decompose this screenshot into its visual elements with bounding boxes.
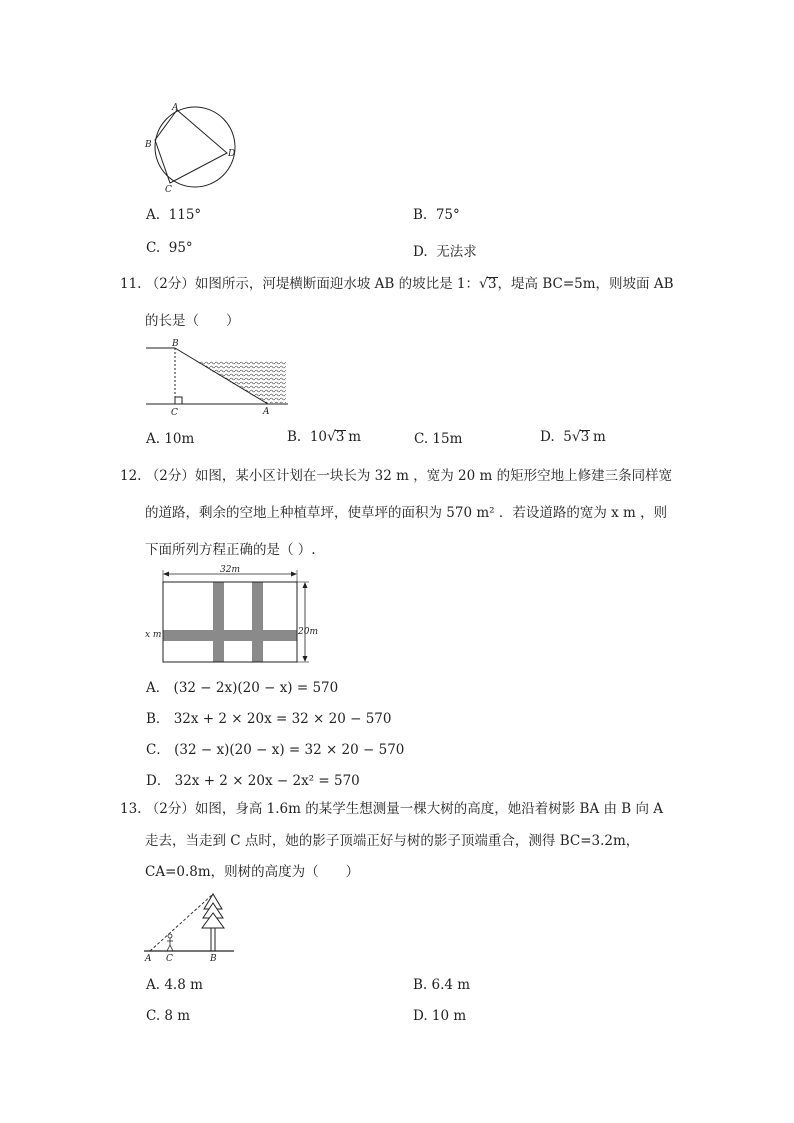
q12-field [163,582,297,662]
q13-option-d: D. 10 m [413,1008,467,1024]
q11-right-angle [175,397,182,404]
q12-stem-line3: 下面所列方程正确的是（ ）. [145,542,316,558]
q12-label-road: x m [145,630,162,640]
q11-option-d: D. 5√3 m [540,429,606,445]
q11-label-b: B [172,339,179,349]
q10-option-d: D. 无法求 [413,244,477,260]
q13-option-a: A. 4.8 m [146,977,203,993]
q13-stem-line1: 13. （2分）如图，身高 1.6m 的某学生想测量一棵大树的高度，她沿着树影 BA 由 B 向 A [120,801,664,817]
q13-stem-line3: CA=0.8m，则树的高度为（ ） [145,864,360,880]
q11-option-c: C. 15m [414,431,463,447]
q12-road-horizontal [163,630,297,641]
q10-label-a: A [172,103,179,113]
q12-road-vertical-2 [252,582,263,662]
q12-option-c: C． (32 − x)(20 − x) = 32 × 20 − 570 [146,742,405,758]
q10-label-d: D [228,149,236,159]
q10-option-b: B. 75° [413,207,460,223]
q11-stem-line2: 的长是（ ） [145,313,240,329]
q10-label-c: C [165,185,172,195]
q10-quadrilateral [155,110,227,183]
q11-water [195,361,286,403]
q13-student-head [168,934,172,938]
q12-label-width: 20m [298,627,318,637]
q13-tree-shadow-figure [140,889,240,964]
q12-option-a: A． (32 − 2x)(20 − x) = 570 [146,680,339,696]
q13-option-b: B. 6.4 m [413,977,471,993]
q11-embankment-figure [140,337,300,417]
q10-option-a: A. 115° [146,207,202,223]
q13-sun-ray [150,894,213,951]
q11-label-c: C [171,408,178,417]
q12-stem-line1: 12. （2分）如图，某小区计划在一块长为 32 m ，宽为 20 m 的矩形空地上修建三条同样宽 [120,468,673,484]
q12-road-vertical-1 [213,582,224,662]
q10-label-b: B [145,140,152,150]
q13-option-c: C. 8 m [146,1008,191,1024]
q12-label-length: 32m [220,565,240,575]
q11-option-a: A. 10m [146,431,195,447]
q12-stem-line2: 的道路，剩余的空地上种植草坪，使草坪的面积为 570 m² ．若设道路的宽为 x m ，则 [145,505,668,521]
q12-option-d: D． 32x + 2 × 20x − 2x² = 570 [146,773,360,789]
q13-label-c: C [166,954,173,964]
q13-label-b: B [210,954,217,964]
q12-rectangle-figure [140,562,325,666]
q11-label-a: A [263,407,270,417]
q10-option-c: C. 95° [146,240,193,256]
q13-label-a: A [145,954,152,964]
q13-stem-line2: 走去，当走到 C 点时，她的影子顶端正好与树的影子顶端重合，测得 BC=3.2m， [145,833,640,849]
q11-stem-line1: 11. （2分）如图所示，河堤横断面迎水坡 AB 的坡比是 1：√3，堤高 BC=5m，则坡面 AB [120,276,674,292]
q12-option-b: B． 32x + 2 × 20x = 32 × 20 − 570 [146,711,392,727]
q11-option-b: B. 10√3 m [287,429,362,445]
q10-circle-figure [140,100,250,195]
